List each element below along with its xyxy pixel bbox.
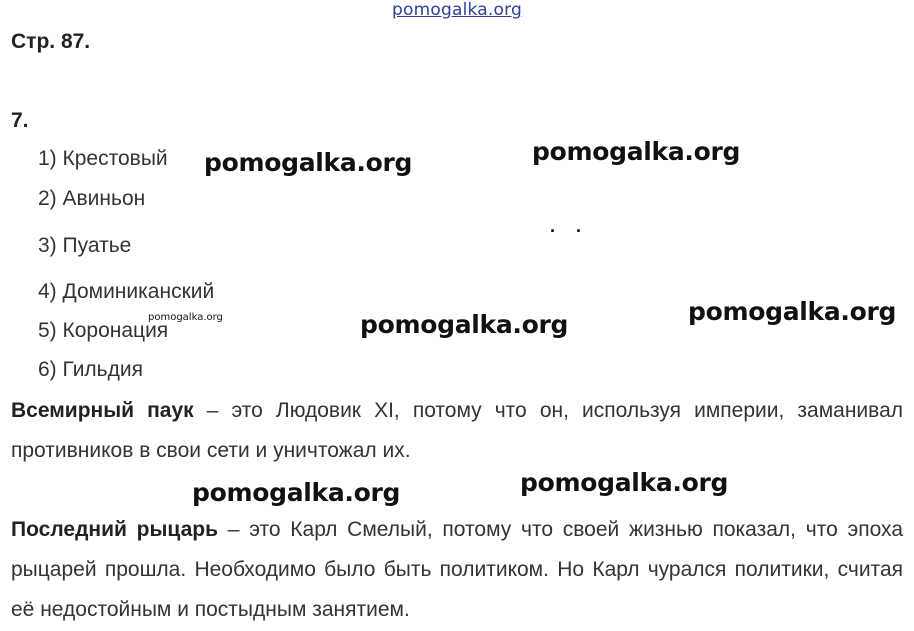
watermark: pomogalka.org bbox=[532, 137, 741, 166]
paragraph-text: – это Людовик XI, потому что он, используя империи, заманивал противников в свои сети и уничтожал их. bbox=[11, 399, 904, 462]
watermark: pomogalka.org bbox=[360, 310, 569, 339]
answer-item-2: 2) Авиньон bbox=[38, 187, 146, 210]
term-last-knight: Последний рыцарь bbox=[11, 518, 219, 541]
paragraph-world-spider bbox=[11, 391, 903, 471]
answer-item-4: 4) Доминиканский bbox=[38, 280, 215, 303]
answer-item-5: 5) Коронация bbox=[38, 319, 169, 342]
paragraph-last-knight bbox=[11, 510, 903, 630]
watermark-top-link[interactable]: pomogalka.org bbox=[392, 0, 522, 20]
watermark: pomogalka.org bbox=[204, 148, 413, 177]
watermark: pomogalka.org bbox=[192, 478, 401, 507]
answer-item-1: 1) Крестовый bbox=[38, 147, 168, 170]
watermark: pomogalka.org bbox=[520, 468, 729, 497]
stray-dots: . . bbox=[550, 216, 590, 236]
watermark: pomogalka.org bbox=[688, 297, 897, 326]
task-number: 7. bbox=[11, 109, 29, 132]
answer-item-3: 3) Пуатье bbox=[38, 234, 132, 257]
answer-item-6: 6) Гильдия bbox=[38, 358, 143, 381]
paragraph-text: – это Карл Смелый, потому что своей жизнью показал, что эпоха рыцарей прошла. Необходимо было быть политиком. Но Карл чурался политики, считая её недостойным и постыдным занятием. bbox=[11, 518, 903, 621]
watermark-small: pomogalka.org bbox=[148, 312, 223, 323]
page-reference: Стр. 87. bbox=[11, 30, 91, 53]
term-world-spider: Всемирный паук bbox=[11, 399, 194, 422]
